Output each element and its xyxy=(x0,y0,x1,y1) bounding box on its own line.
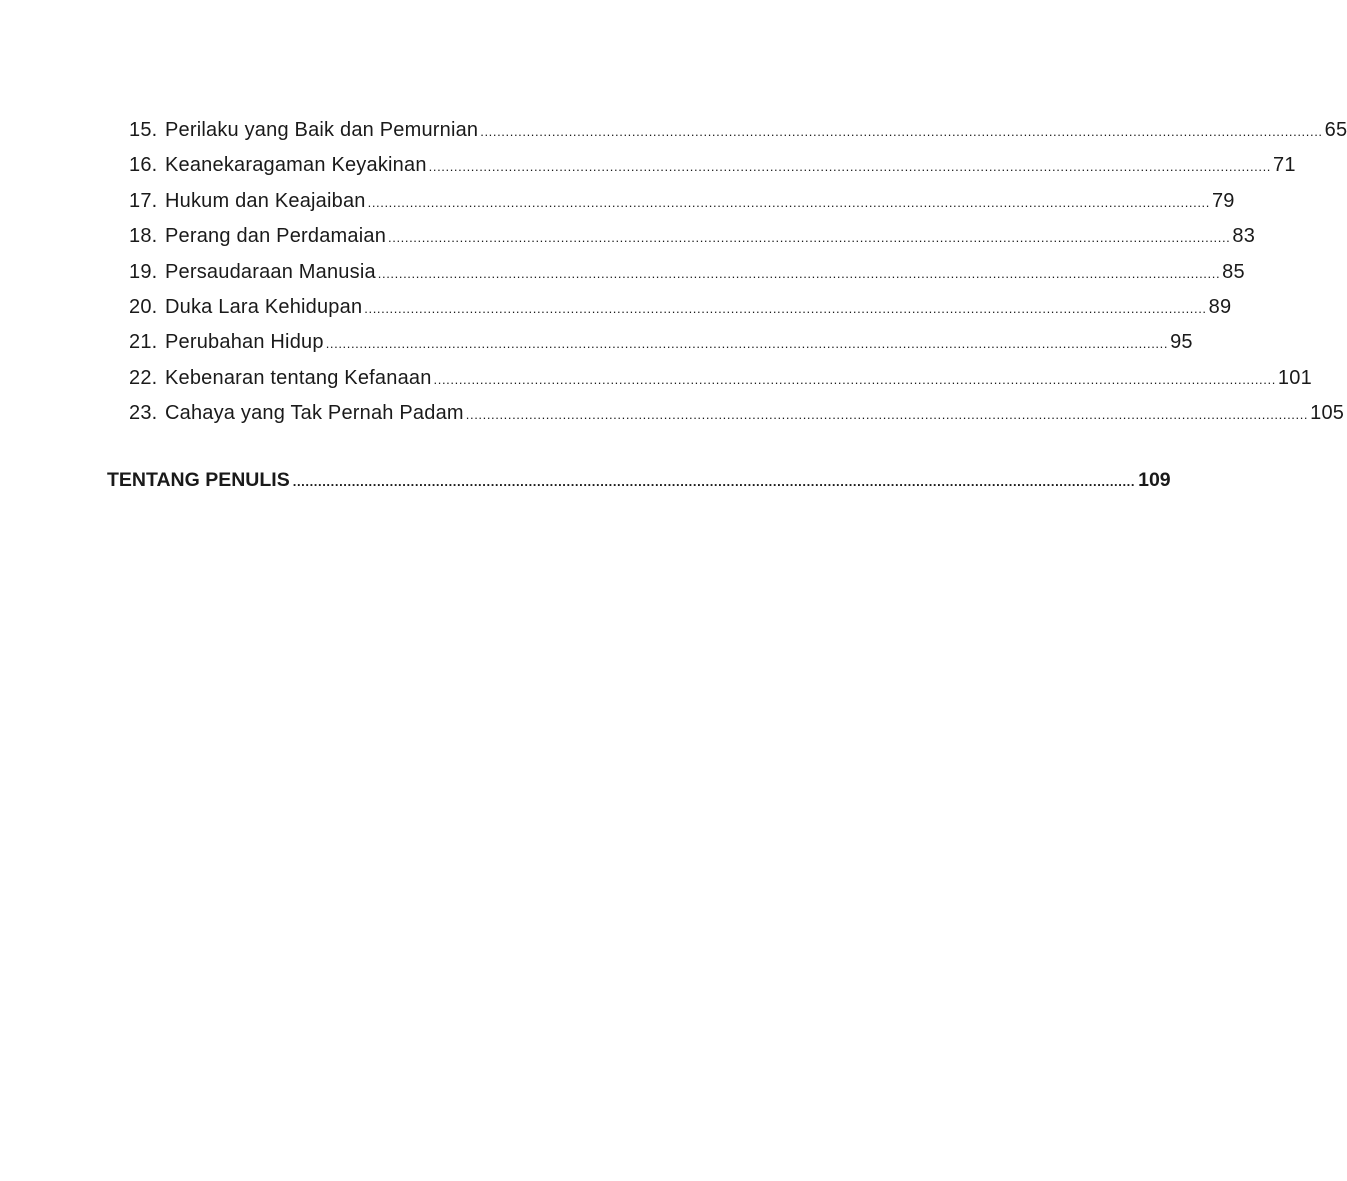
toc-dot-leader: ........................................................................................................................................................................................................ xyxy=(377,265,1221,281)
toc-entry-page: 83 xyxy=(1232,225,1256,248)
toc-entry-page: 85 xyxy=(1222,260,1245,283)
toc-dot-leader: ........................................................................................................................................................................................................ xyxy=(292,474,1136,489)
toc-dot-leader: ........................................................................................................................................................................................................ xyxy=(364,300,1207,316)
toc-entry[interactable] xyxy=(129,113,1347,148)
toc-entry-number: 21. xyxy=(129,331,158,354)
table-of-contents xyxy=(129,113,1347,432)
toc-entry-number: 16. xyxy=(129,154,158,177)
toc-entry[interactable] xyxy=(129,148,1296,183)
toc-entry[interactable] xyxy=(129,396,1345,431)
toc-dot-leader: ........................................................................................................................................................................................................ xyxy=(367,194,1210,210)
toc-entry-number: 20. xyxy=(129,295,158,318)
toc-entry[interactable] xyxy=(129,361,1312,396)
toc-dot-leader: ........................................................................................................................................................................................................ xyxy=(388,230,1231,246)
toc-dot-leader: ........................................................................................................................................................................................................ xyxy=(480,124,1323,139)
toc-entry-page: 95 xyxy=(1170,331,1193,354)
toc-about-author-entry[interactable] xyxy=(107,462,1171,500)
toc-entry-title: Perang dan Perdamaian xyxy=(165,225,387,248)
toc-entry[interactable] xyxy=(129,290,1232,325)
toc-entry-title: Duka Lara Kehidupan xyxy=(165,295,363,318)
toc-dot-leader: ........................................................................................................................................................................................................ xyxy=(428,159,1272,175)
toc-entry[interactable] xyxy=(129,325,1193,360)
toc-footer-title: TENTANG PENULIS xyxy=(107,469,290,491)
toc-entry-number: 18. xyxy=(129,225,158,248)
toc-entry-title: Keanekaragaman Keyakinan xyxy=(165,154,427,177)
toc-entry-page: 79 xyxy=(1211,189,1235,212)
toc-footer-page: 109 xyxy=(1138,469,1171,491)
toc-entry-page: 65 xyxy=(1324,119,1347,141)
toc-entry-title: Perilaku yang Baik dan Pemurnian xyxy=(165,119,479,141)
toc-entry-number: 22. xyxy=(129,366,158,389)
toc-entry[interactable] xyxy=(129,219,1256,254)
toc-entry-page: 89 xyxy=(1208,295,1232,318)
toc-dot-leader: ........................................................................................................................................................................................................ xyxy=(325,336,1169,352)
toc-entry-title: Persaudaraan Manusia xyxy=(165,260,376,283)
toc-dot-leader: ........................................................................................................................................................................................................ xyxy=(433,371,1276,387)
toc-entry-number: 15. xyxy=(129,119,158,141)
toc-entry-title: Perubahan Hidup xyxy=(165,331,324,354)
toc-entry-number: 19. xyxy=(129,260,158,283)
toc-entry-page: 105 xyxy=(1310,402,1345,425)
toc-entry-title: Kebenaran tentang Kefanaan xyxy=(165,366,432,389)
toc-entry[interactable] xyxy=(129,255,1245,290)
toc-entry-title: Cahaya yang Tak Pernah Padam xyxy=(165,402,464,425)
toc-entry-page: 71 xyxy=(1273,154,1296,177)
toc-dot-leader: ........................................................................................................................................................................................................ xyxy=(465,407,1309,423)
toc-entry[interactable] xyxy=(129,184,1235,219)
toc-entry-number: 23. xyxy=(129,402,158,425)
toc-entry-title: Hukum dan Keajaiban xyxy=(165,189,366,212)
toc-entry-number: 17. xyxy=(129,189,158,212)
toc-entry-page: 101 xyxy=(1277,366,1312,389)
